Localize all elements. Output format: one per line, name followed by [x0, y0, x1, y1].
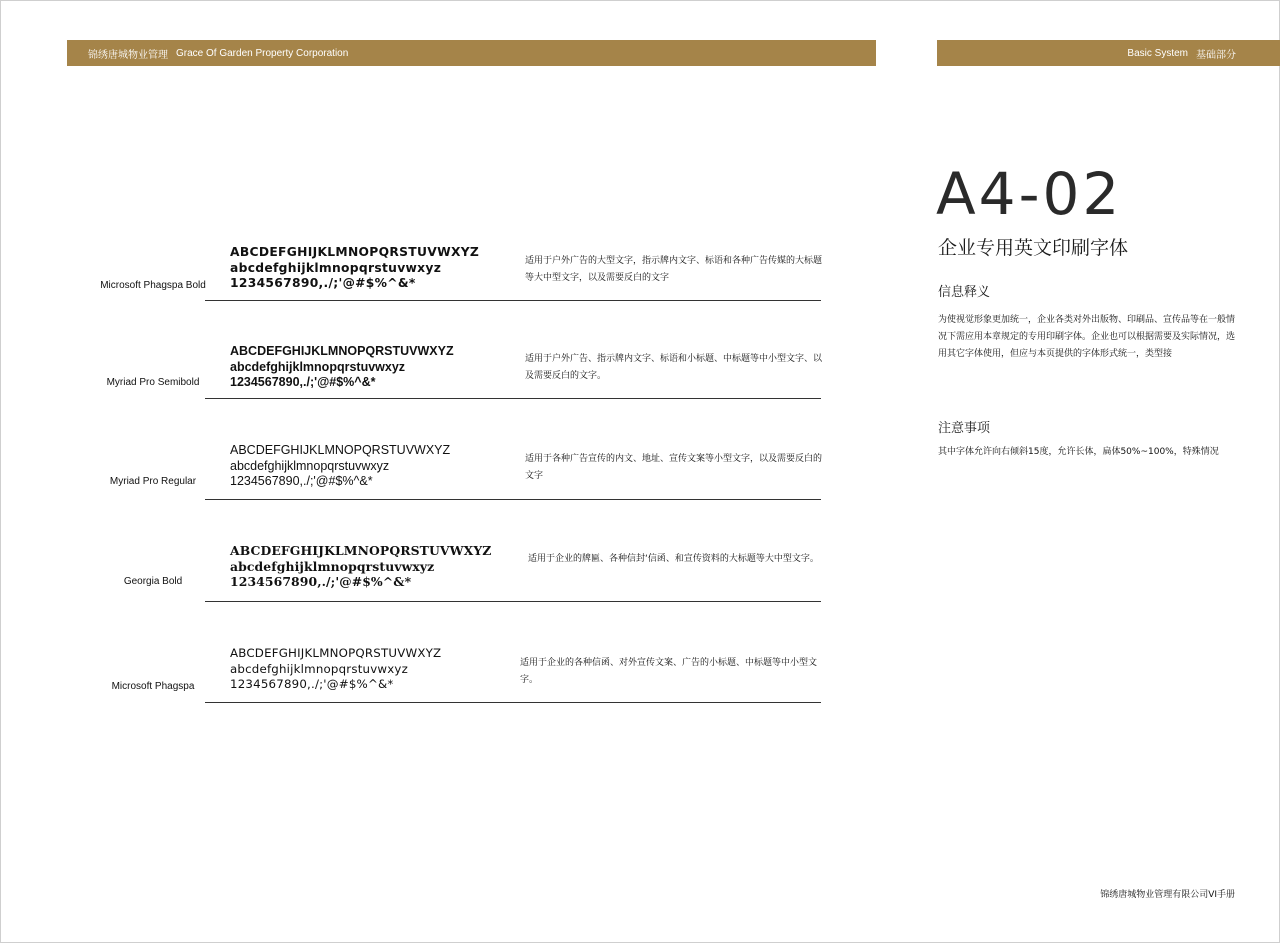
- font-sample: [230, 245, 479, 292]
- row-divider: [205, 601, 821, 602]
- header-section-cn: 基础部分: [1196, 49, 1236, 61]
- sample-uppercase: ABCDEFGHIJKLMNOPQRSTUVWXYZ: [230, 443, 451, 457]
- font-name: Microsoft Phagspa Bold: [100, 280, 206, 291]
- header-bar-left: [67, 40, 876, 66]
- font-name: Myriad Pro Semibold: [106, 377, 200, 388]
- sample-lowercase: abcdefghijklmnopqrstuvwxyz: [230, 260, 442, 275]
- footer-text: 锦绣唐城物业管理有限公司VI手册: [1100, 890, 1235, 900]
- sample-numbers: 1234567890,./;'@#$%^&*: [230, 276, 416, 290]
- header-bar-right: [937, 40, 1280, 66]
- font-description: 适用于户外广告的大型文字，指示牌内文字、标语和各种广告传媒的大标题等大中型文字，以及需要反白的文字: [525, 256, 823, 283]
- font-name: Microsoft Phagspa: [111, 681, 195, 692]
- font-name: Georgia Bold: [123, 576, 183, 587]
- sample-numbers: 1234567890,./;'@#$%^&*: [230, 375, 376, 389]
- notes-text: 其中字体允许向右倾斜15度，允许长体，扁体50%~100%，特殊情况: [938, 447, 1219, 457]
- page-code: A4-02: [936, 160, 1123, 228]
- page-title: 企业专用英文印刷字体: [938, 237, 1129, 259]
- info-title: 信息释义: [938, 285, 991, 300]
- sample-uppercase: ABCDEFGHIJKLMNOPQRSTUVWXYZ: [230, 245, 480, 259]
- font-sample: [230, 344, 454, 391]
- row-divider: [205, 300, 821, 301]
- sample-uppercase: ABCDEFGHIJKLMNOPQRSTUVWXYZ: [230, 646, 442, 660]
- info-text: 为使视觉形象更加统一，企业各类对外出版物、印刷品、宣传品等在一般情况下需应用本章规定的专用印刷字体。企业也可以根据需要及实际情况，选用其它字体使用，但应与本页提供的字体形式统一，类型接: [938, 315, 1236, 359]
- row-divider: [205, 398, 821, 399]
- font-sample: [230, 543, 491, 590]
- font-description: 适用于企业的牌匾、各种信封‘信函、和宣传资料的大标题等大中型文字。: [528, 554, 819, 564]
- sample-lowercase: abcdefghijklmnopqrstuvwxyz: [230, 359, 406, 374]
- font-sample: [230, 646, 441, 693]
- sample-numbers: 1234567890,./;'@#$%^&*: [230, 677, 394, 691]
- font-name: Myriad Pro Regular: [109, 476, 197, 487]
- font-description: 适用于企业的各种信函、对外宣传文案、广告的小标题、中标题等中小型文字。: [520, 658, 818, 685]
- header-section-en: Basic System: [1127, 47, 1188, 59]
- font-description: 适用于户外广告、指示牌内文字、标语和小标题、中标题等中小型文字、以及需要反白的文字。: [525, 354, 823, 381]
- font-description: 适用于各种广告宣传的内文、地址、宣传文案等小型文字，以及需要反白的文字: [525, 454, 823, 481]
- sample-numbers: 1234567890,./;'@#$%^&*: [230, 574, 412, 589]
- font-sample: [230, 443, 450, 490]
- header-company-cn: 锦绣唐城物业管理: [88, 49, 168, 61]
- header-company-en: Grace Of Garden Property Corporation: [176, 47, 349, 59]
- sample-lowercase: abcdefghijklmnopqrstuvwxyz: [230, 558, 435, 574]
- sample-numbers: 1234567890,./;'@#$%^&*: [230, 474, 373, 488]
- sample-uppercase: ABCDEFGHIJKLMNOPQRSTUVWXYZ: [230, 543, 492, 558]
- sample-lowercase: abcdefghijklmnopqrstuvwxyz: [230, 661, 408, 676]
- notes-title: 注意事项: [938, 421, 991, 436]
- sample-lowercase: abcdefghijklmnopqrstuvwxyz: [230, 458, 390, 473]
- row-divider: [205, 499, 821, 500]
- sample-uppercase: ABCDEFGHIJKLMNOPQRSTUVWXYZ: [230, 344, 454, 358]
- row-divider: [205, 702, 821, 703]
